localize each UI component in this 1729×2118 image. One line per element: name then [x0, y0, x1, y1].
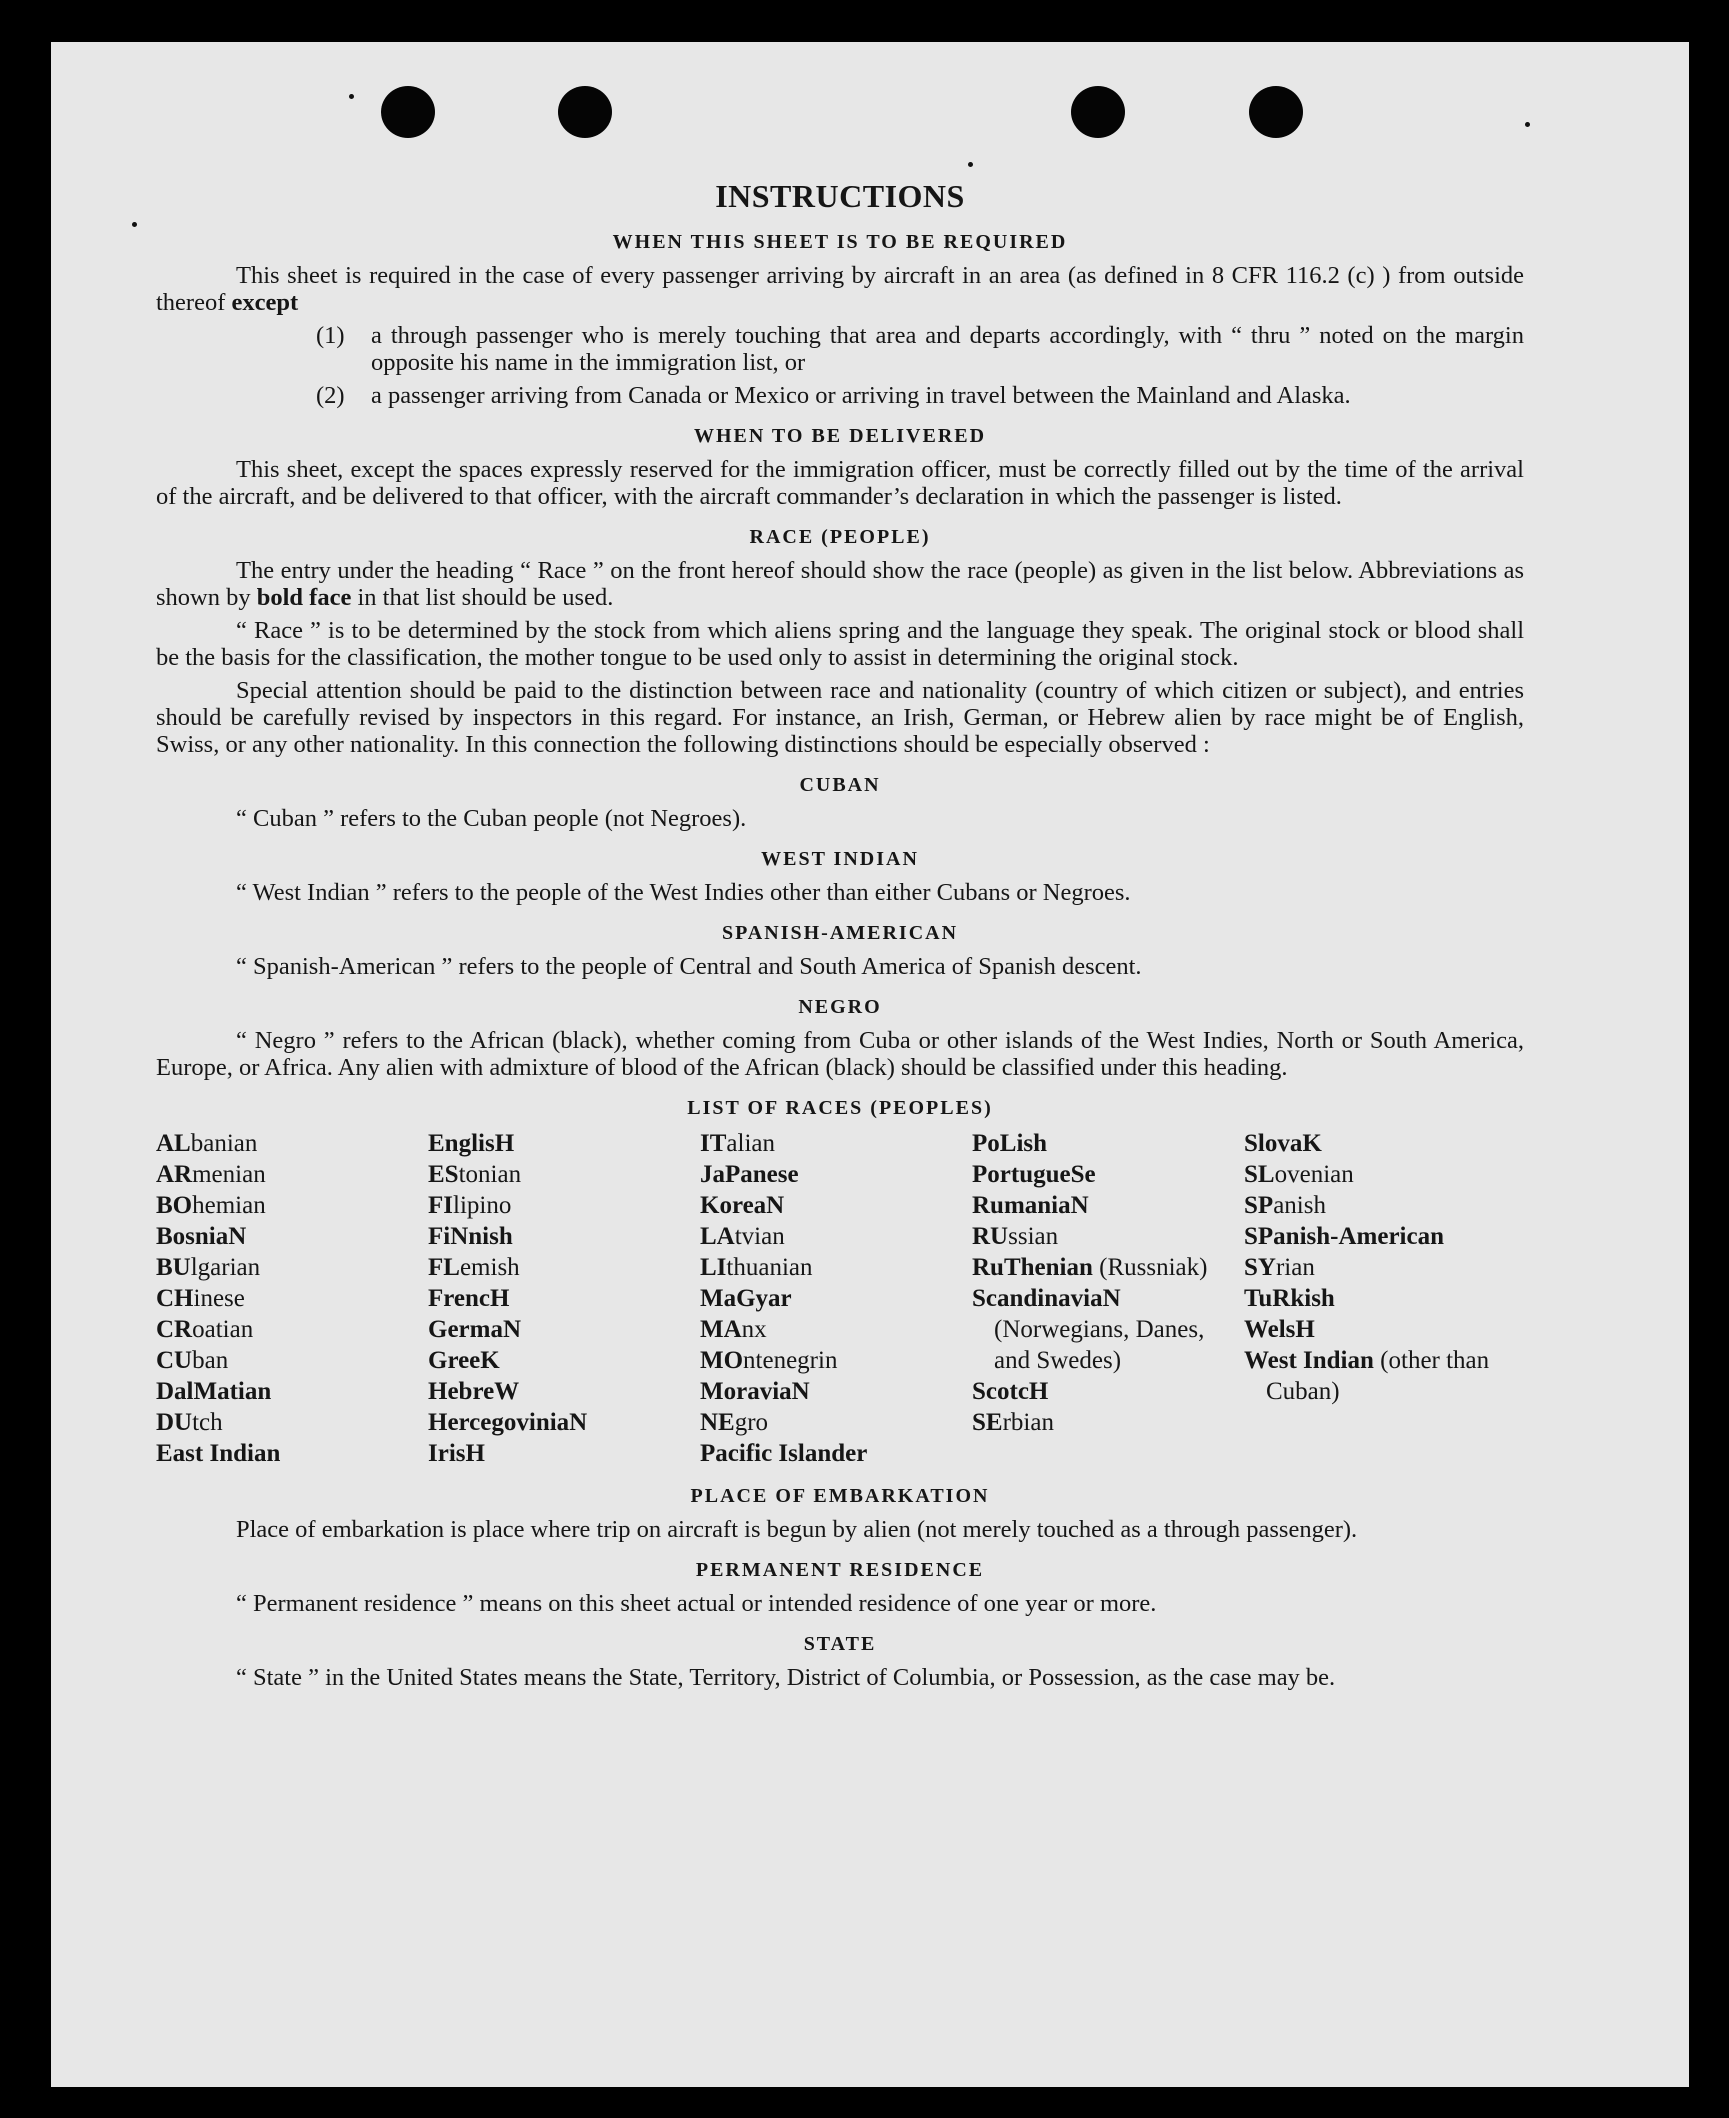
race-entry: BosniaN	[156, 1223, 247, 1250]
race-entry: EnglisH	[428, 1130, 515, 1157]
race-entry: HercegoviniaN	[428, 1409, 588, 1436]
race-entry: KoreaN	[700, 1192, 785, 1219]
race-column	[156, 1128, 428, 1469]
race-entry: IrisH	[428, 1440, 485, 1467]
residence-paragraph: “ Permanent residence ” means on this sheet actual or intended residence of one year or more.	[236, 1590, 1157, 1617]
race-entry: HebreW	[428, 1378, 520, 1405]
race-entry: SlovaK	[1244, 1130, 1322, 1157]
race-entry: MaGyar	[700, 1285, 792, 1312]
race-entry: RuThenian (Russniak)	[972, 1254, 1208, 1281]
heading-negro: NEGRO	[798, 996, 882, 1018]
spanish-american-paragraph: “ Spanish-American ” refers to the people of Central and South America of Spanish descent.	[236, 953, 1142, 980]
race-entry: CRoatian	[156, 1316, 254, 1343]
race-column	[972, 1128, 1244, 1469]
race-entry: CUban	[156, 1347, 229, 1374]
race-entry: FiNnish	[428, 1223, 513, 1250]
race-entry: ITalian	[700, 1130, 775, 1157]
race-entry: MAnx	[700, 1316, 767, 1343]
race-entry: WelsH	[1244, 1316, 1315, 1343]
when-delivered-paragraph: This sheet, except the spaces expressly reserved for the immigration officer, must be correctly filled out by the time of the arrival of the aircraft, and be delivered to that officer, with the aircraft commander’s declaration in which the passenger is listed.	[156, 456, 1524, 510]
instructions-body	[156, 130, 1524, 1697]
race-entry: Pacific Islander	[700, 1440, 868, 1467]
embarkation-paragraph: Place of embarkation is place where trip on aircraft is begun by alien (not merely touched as a through passenger).	[236, 1516, 1358, 1543]
heading-cuban: CUBAN	[799, 774, 881, 796]
race-entry: CHinese	[156, 1285, 245, 1312]
heading-permanent-residence: PERMANENT RESIDENCE	[695, 1559, 985, 1581]
race-entry: RUssian	[972, 1223, 1059, 1250]
race-entry: SErbian	[972, 1409, 1054, 1436]
race-entry: ScandinaviaN (Norwegians, Danes, and Swedes)	[972, 1285, 1205, 1374]
race-column	[428, 1128, 700, 1469]
race-entry: PoLish	[972, 1130, 1048, 1157]
heading-race: RACE (PEOPLE)	[749, 526, 931, 548]
state-paragraph: “ State ” in the United States means the State, Territory, District of Columbia, or Possession, as the case may be.	[236, 1664, 1336, 1691]
heading-list-of-races: LIST OF RACES (PEOPLES)	[687, 1097, 993, 1119]
race-paragraph-1: The entry under the heading “ Race ” on the front hereof should show the race (people) as given in the list below. Abbreviations as shown by bold face in that list should be used.	[156, 557, 1524, 611]
negro-paragraph: “ Negro ” refers to the African (black), whether coming from Cuba or other islands of the West Indies, North or South America, Europe, or Africa. Any alien with admixture of blood of the African (black) should be classified under this heading.	[156, 1027, 1524, 1081]
race-entry: LIthuanian	[700, 1254, 813, 1281]
race-entry: EStonian	[428, 1161, 522, 1188]
race-entry: NEgro	[700, 1409, 769, 1436]
race-list	[156, 1128, 1524, 1469]
heading-state: STATE	[803, 1633, 877, 1655]
speck	[1525, 122, 1530, 127]
race-entry: ARmenian	[156, 1161, 266, 1188]
race-entry: SYrian	[1244, 1254, 1315, 1281]
race-entry: MOntenegrin	[700, 1347, 838, 1374]
heading-spanish-american: SPANISH-AMERICAN	[721, 922, 959, 944]
page-title: INSTRUCTIONS	[715, 178, 965, 214]
exception-item: (1) a through passenger who is merely touching that area and departs accordingly, with “ thru ” noted on the margin opposite his name in the immigration list, or	[316, 322, 1524, 376]
race-entry: FLemish	[428, 1254, 520, 1281]
when-required-paragraph: This sheet is required in the case of every passenger arriving by aircraft in an area (as defined in 8 CFR 116.2 (c) ) from outside thereof except	[156, 262, 1524, 316]
race-entry: BOhemian	[156, 1192, 266, 1219]
race-entry: ScotcH	[972, 1378, 1049, 1405]
race-paragraph-3: Special attention should be paid to the distinction between race and nationality (country of which citizen or subject), and entries should be carefully revised by inspectors in this regard. For instance, an Irish, German, or Hebrew alien by race might be of English, Swiss, or any other nationality. In this connection the following distinctions should be especially observed :	[156, 677, 1524, 758]
race-entry: FIlipino	[428, 1192, 512, 1219]
heading-embarkation: PLACE OF EMBARKATION	[690, 1485, 990, 1507]
speck	[132, 222, 137, 227]
race-entry: East Indian	[156, 1440, 281, 1467]
race-entry: FrencH	[428, 1285, 510, 1312]
race-entry: SLovenian	[1244, 1161, 1354, 1188]
race-paragraph-2: “ Race ” is to be determined by the stock from which aliens spring and the language they speak. The original stock or blood shall be the basis for the classification, the mother tongue to be used only to assist in determining the original stock.	[156, 617, 1524, 671]
race-entry: ALbanian	[156, 1130, 258, 1157]
race-entry: SPanish	[1244, 1192, 1326, 1219]
race-entry: SPanish-American	[1244, 1223, 1444, 1250]
race-column	[700, 1128, 972, 1469]
race-column	[1244, 1128, 1516, 1469]
exception-item: (2) a passenger arriving from Canada or Mexico or arriving in travel between the Mainland and Alaska.	[316, 382, 1351, 409]
race-entry: DUtch	[156, 1409, 223, 1436]
race-entry: GreeK	[428, 1347, 500, 1374]
west-indian-paragraph: “ West Indian ” refers to the people of the West Indies other than either Cubans or Negroes.	[236, 879, 1131, 906]
race-entry: TuRkish	[1244, 1285, 1335, 1312]
heading-when-delivered: WHEN TO BE DELIVERED	[693, 425, 987, 447]
race-entry: GermaN	[428, 1316, 522, 1343]
race-entry: RumaniaN	[972, 1192, 1089, 1219]
race-entry: West Indian (other than Cuban)	[1244, 1347, 1490, 1405]
heading-west-indian: WEST INDIAN	[761, 848, 919, 870]
speck	[349, 94, 354, 99]
race-entry: PortugueSe	[972, 1161, 1096, 1188]
race-entry: BUlgarian	[156, 1254, 261, 1281]
heading-when-required: WHEN THIS SHEET IS TO BE REQUIRED	[612, 231, 1068, 253]
cuban-paragraph: “ Cuban ” refers to the Cuban people (not Negroes).	[236, 805, 747, 832]
race-entry: LAtvian	[700, 1223, 785, 1250]
race-entry: DalMatian	[156, 1378, 272, 1405]
race-entry: JaPanese	[700, 1161, 799, 1188]
race-entry: MoraviaN	[700, 1378, 810, 1405]
